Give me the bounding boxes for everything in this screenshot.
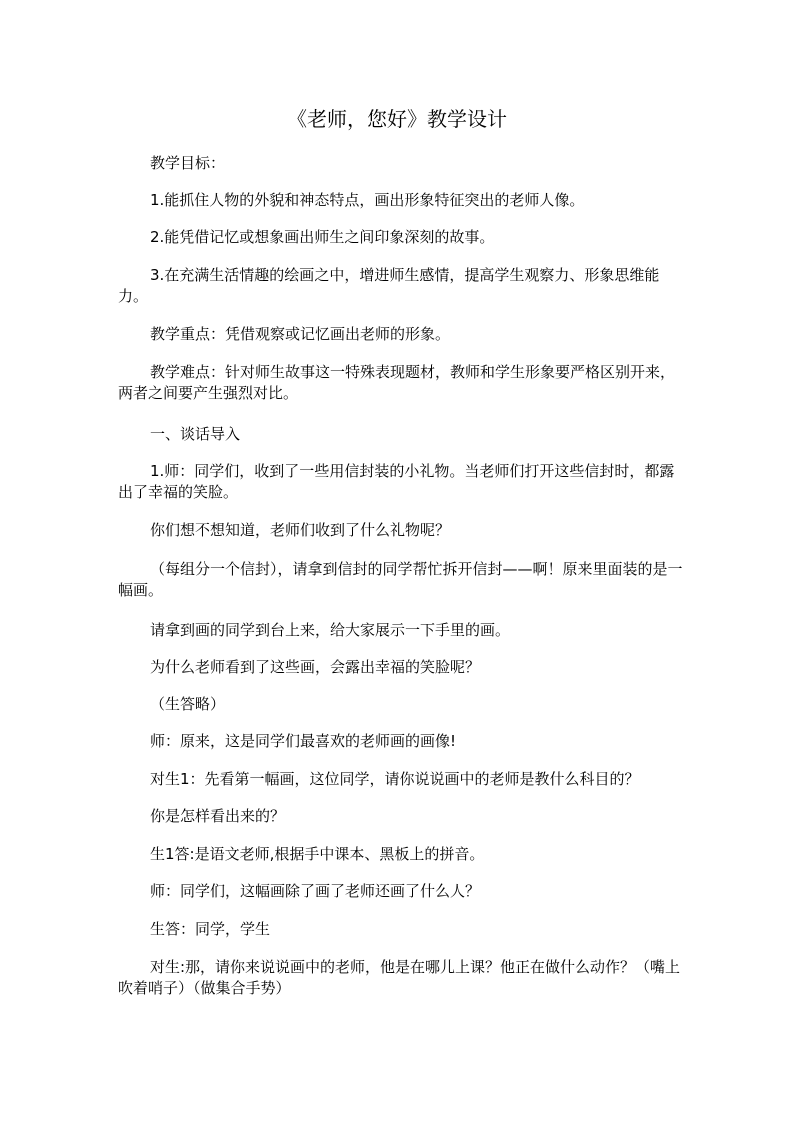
paragraph-student-answer-omitted: （生答略） [150, 695, 226, 713]
paragraph-student-1-answer: 生1答:是语文老师,根据手中课本、黑板上的拼音。 [150, 845, 485, 863]
document-title: 《老师，您好》教学设计 [287, 107, 507, 131]
paragraph-objective-2: 2.能凭借记忆或想象画出师生之间印象深刻的故事。 [150, 228, 495, 246]
paragraph-objectives-heading: 教学目标： [150, 154, 226, 172]
paragraph-envelope: （每组分一个信封），请拿到信封的同学帮忙拆开信封——啊！原来里面装的是一幅画。 [118, 560, 683, 599]
paragraph-difficulty: 教学难点：针对师生故事这一特殊表现题材，教师和学生形象要严格区别开来，两者之间要产生强烈对比。 [118, 363, 676, 402]
paragraph-who-else: 师：同学们，这幅画除了画了老师还画了什么人？ [150, 882, 481, 900]
paragraph-why-smile: 为什么老师看到了这些画，会露出幸福的笑脸呢？ [150, 658, 481, 676]
paragraph-question-gifts: 你们想不想知道，老师们收到了什么礼物呢？ [150, 521, 451, 539]
paragraph-describe-teacher: 对生:那，请你来说说画中的老师，他是在哪儿上课？他正在做什么动作？（嘴上吹着哨子）（做集合手势） [118, 958, 681, 997]
paragraph-section-1-heading: 一、谈话导入 [150, 425, 241, 443]
paragraph-how-see: 你是怎样看出来的？ [150, 807, 286, 825]
paragraph-objective-3: 3.在充满生活情趣的绘画之中，增进师生感情，提高学生观察力、形象思维能力。 [118, 266, 660, 305]
paragraph-student-answer: 生答：同学，学生 [150, 920, 271, 938]
paragraph-key-point: 教学重点：凭借观察或记忆画出老师的形象。 [150, 325, 451, 343]
paragraph-objective-1: 1.能抓住人物的外貌和神态特点，画出形象特征突出的老师人像。 [150, 191, 585, 209]
paragraph-ask-student-1: 对生1：先看第一幅画，这位同学，请你说说画中的老师是教什么科目的？ [150, 770, 640, 788]
paragraph-teacher-intro: 1.师：同学们，收到了一些用信封装的小礼物。当老师们打开这些信封时，都露出了幸福的笑脸。 [118, 462, 675, 501]
paragraph-show-paintings: 请拿到画的同学到台上来，给大家展示一下手里的画。 [150, 621, 511, 639]
paragraph-teacher-portrait: 师：原来，这是同学们最喜欢的老师画的画像! [150, 732, 457, 750]
